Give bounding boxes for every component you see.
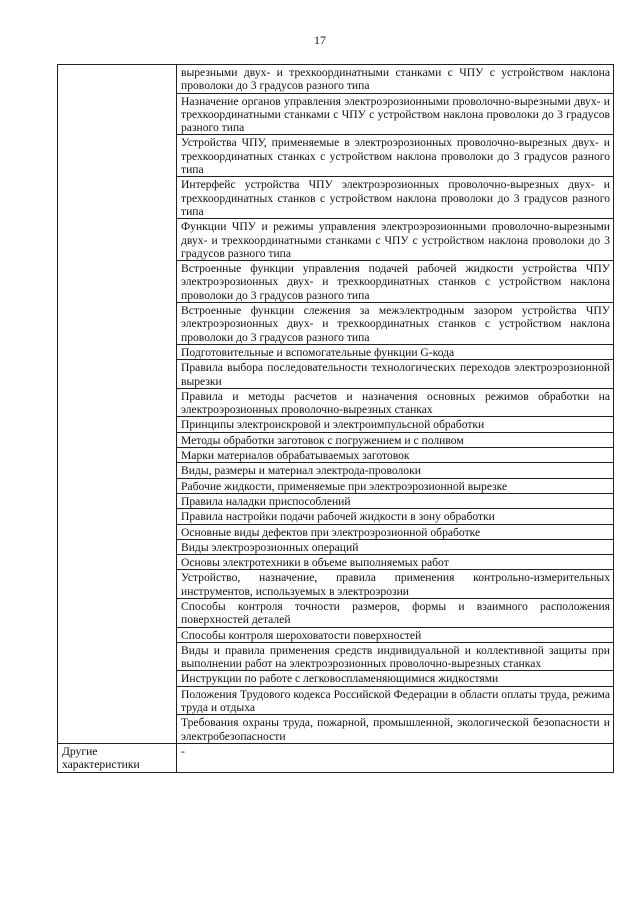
knowledge-item: Методы обработки заготовок с погружением и с поливом (177, 432, 614, 447)
knowledge-item: Правила выбора последовательности технологических переходов электроэрозионной вырезки (177, 360, 614, 389)
page-number: 17 (314, 33, 326, 47)
knowledge-item: Основы электротехники в объеме выполняемых работ (177, 555, 614, 570)
requirements-table-body (58, 65, 614, 773)
knowledge-item: Устройство, назначение, правила применения контрольно-измерительных инструментов, используемых в электроэрозии (177, 570, 614, 599)
knowledge-item: Виды, размеры и материал электрода-проволоки (177, 463, 614, 478)
knowledge-item: Положения Трудового кодекса Российской Федерации в области оплаты труда, режима труда и отдыха (177, 686, 614, 715)
knowledge-item: Интерфейс устройства ЧПУ электроэрозионных проволочно-вырезных двух- и трехкоординатных станков с устройством наклона проволоки до 3 градусов разного типа (177, 177, 614, 219)
knowledge-item: Рабочие жидкости, применяемые при электроэрозионной вырезке (177, 478, 614, 493)
knowledge-item: Требования охраны труда, пожарной, промышленной, экологической безопасности и электробезопасности (177, 715, 614, 744)
knowledge-item: Основные виды дефектов при электроэрозионной обработке (177, 524, 614, 539)
knowledge-item: Встроенные функции управления подачей рабочей жидкости устройства ЧПУ электроэрозионных двух- и трехкоординатных станков с устройством наклона проволоки до 3 градусов разного типа (177, 261, 614, 303)
knowledge-label-cell (58, 65, 177, 744)
table-row (58, 743, 614, 772)
requirements-table (57, 64, 614, 773)
knowledge-item: Виды электроэрозионных операций (177, 539, 614, 554)
knowledge-item: Правила настройки подачи рабочей жидкости в зону обработки (177, 509, 614, 524)
knowledge-item: Правила наладки приспособлений (177, 493, 614, 508)
knowledge-item: Функции ЧПУ и режимы управления электроэрозионными проволочно-вырезными двух- и трехкоординатными станками с ЧПУ с устройством наклона проволоки до 3 градусов разного типа (177, 219, 614, 261)
table-row (58, 65, 614, 94)
knowledge-item: Назначение органов управления электроэрозионными проволочно-вырезными двух- и трехкоординатными станками с ЧПУ с устройством наклона проволоки до 3 градусов разного типа (177, 93, 614, 135)
knowledge-item: Способы контроля шероховатости поверхностей (177, 627, 614, 642)
knowledge-item: Виды и правила применения средств индивидуальной и коллективной защиты при выполнении работ на электроэрозионных проволочно-вырезных станках (177, 642, 614, 671)
knowledge-item: Правила и методы расчетов и назначения основных режимов обработки на электроэрозионных проволочно-вырезных станках (177, 388, 614, 417)
knowledge-item: Устройства ЧПУ, применяемые в электроэрозионных проволочно-вырезных двух- и трехкоординатных станках с устройством наклона проволоки до 3 градусов разного типа (177, 135, 614, 177)
other-characteristics-label: Другие характеристики (58, 743, 177, 772)
knowledge-item: Встроенные функции слежения за межэлектродным зазором устройства ЧПУ электроэрозионных двух- и трехкоординатных станков с устройством наклона проволоки до 3 градусов разного типа (177, 303, 614, 345)
knowledge-item: Марки материалов обрабатываемых заготовок (177, 448, 614, 463)
knowledge-item: вырезными двух- и трехкоординатными станками с ЧПУ с устройством наклона проволоки до 3 градусов разного типа (177, 65, 614, 94)
other-characteristics-value: - (177, 743, 614, 772)
knowledge-item: Инструкции по работе с легковоспламеняющимися жидкостями (177, 671, 614, 686)
knowledge-item: Подготовительные и вспомогательные функции G-кода (177, 344, 614, 359)
knowledge-item: Принципы электроискровой и электроимпульсной обработки (177, 417, 614, 432)
knowledge-item: Способы контроля точности размеров, формы и взаимного расположения поверхностей деталей (177, 598, 614, 627)
